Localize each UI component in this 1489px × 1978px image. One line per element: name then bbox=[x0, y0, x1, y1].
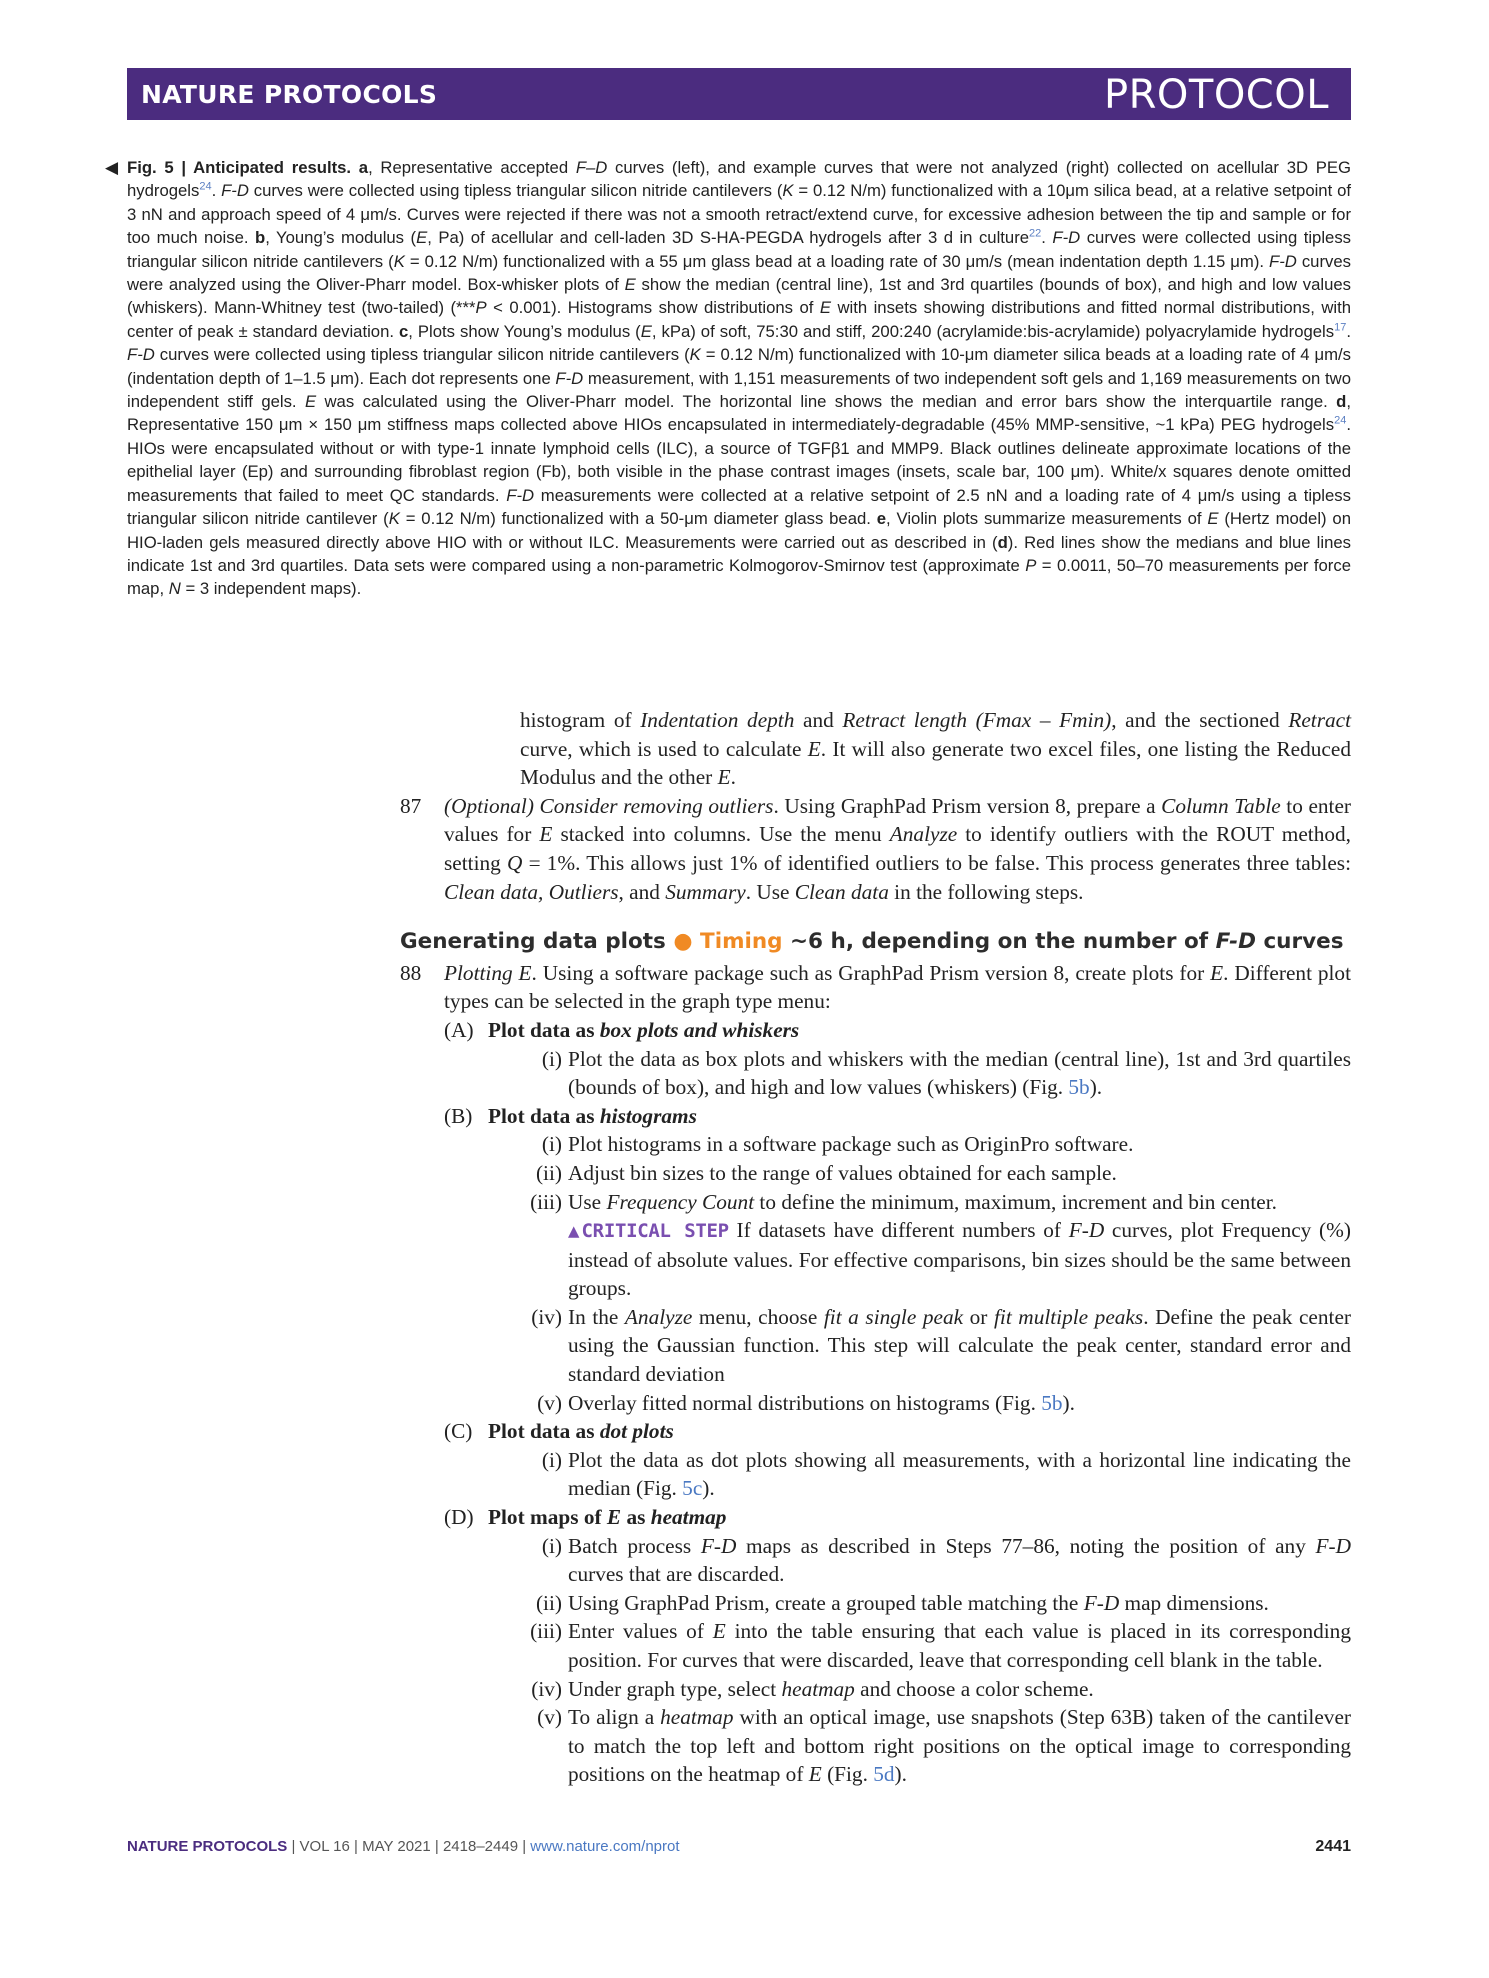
substep-A: (A) Plot data as box plots and whiskers (i) Plot the data as box plots and whiskers with the median (central line), 1st and 3rd quartiles (bounds of box), and high and low values (whiskers) (Fig. 5b). bbox=[444, 1016, 1351, 1102]
timing-label: Timing bbox=[700, 929, 783, 955]
step-number: 87 bbox=[400, 793, 422, 818]
journal-name: NATURE PROTOCOLS bbox=[141, 80, 438, 109]
continued-paragraph: histogram of Indentation depth and Retract length (Fmax – Fmin), and the sectioned Retract curve, which is used to calculate E. It will also generate two excel files, one listing the Reduced Modulus and the other E. bbox=[520, 708, 1351, 790]
reference-link[interactable]: 22 bbox=[1029, 227, 1042, 240]
figure-link[interactable]: 5b bbox=[1068, 1075, 1090, 1100]
back-arrow-icon[interactable]: ◀ bbox=[105, 158, 119, 177]
list-item: (ii) Using GraphPad Prism, create a grouped table matching the F-D map dimensions. bbox=[535, 1590, 1269, 1615]
reference-link[interactable]: 17 bbox=[1334, 321, 1347, 334]
list-item: (i) Plot the data as dot plots showing all measurements, with a horizontal line indicating the median (Fig. 5c). bbox=[541, 1447, 1351, 1501]
timing-dot-icon: ● bbox=[673, 929, 693, 955]
step-88: 88 Plotting E. Using a software package such as GraphPad Prism version 8, create plots for E. Different plot types can be selected in the graph type menu: (A) Plot data as box plots and whiskers (i) Plot the data as box plots and whiskers with the median (central line), 1st and 3rd quartiles (bounds of box), and high and low values (whiskers) (Fig. 5b). (B) Plot data as histograms (i) Plot histograms in a software package such as OriginPro software. (ii) Adjust bin sizes to the range of values obtained for each sample. (iii) Use Frequency Count to define the minimum, maximum, increment and bin center. ▲CRITICAL STEP If datasets have different numbers of F-D curves, plot Frequency (%) instead of absolute values. For effective comparisons, bin sizes should be the same between groups. (iv) In the Analyze menu, choose fit a single peak or fit multiple peaks. Define the peak center using the Gaussian function. This step will calculate the peak center, standard error and standard deviation (v) Overlay fitted normal distributions on histograms (Fig. 5b). (C) Plot data as dot plots (i) Plot the data as dot plots showing all measurements, with a horizontal line indicating the median (Fig. 5c). (D) Plot maps of E as heatmap (i) Batch process F-D maps as described in Steps 77–86, noting the position of any F-D curves that are discarded. (ii) Using GraphPad Prism, create a grouped table matching the F-D map dimensions. (iii) Enter values of E into the table ensuring that each value is placed in its corresponding position. For curves that were discarded, leave that corresponding cell blank in the table. (iv) Under graph type, select heatmap and choose a color scheme. (v) To align a heatmap with an optical image, use snapshots (Step 63B) taken of the cantilever to match the top left and bottom right positions on the optical image to corresponding positions on the heatmap of E (Fig. 5d). bbox=[400, 959, 1351, 1789]
step-number: 88 bbox=[400, 960, 422, 985]
list-item: (v) Overlay fitted normal distributions on histograms (Fig. 5b). bbox=[537, 1390, 1075, 1415]
list-item: (v) To align a heatmap with an optical image, use snapshots (Step 63B) taken of the cantilever to match the top left and bottom right positions on the optical image to corresponding positions on the heatmap of E (Fig. 5d). bbox=[537, 1705, 1351, 1787]
list-item: (iii) Enter values of E into the table ensuring that each value is placed in its corresponding position. For curves that were discarded, leave that corresponding cell blank in the table. bbox=[530, 1619, 1351, 1672]
journal-url-link[interactable]: www.nature.com/nprot bbox=[530, 1838, 680, 1855]
figure-caption: ◀ Fig. 5 | Anticipated results. a, Representative accepted F–D curves (left), and example curves that were not analyzed (right) collected on acellular 3D PEG hydrogels$^{24}$. F-D curves were collected using tipless triangular silicon nitride cantilevers (K = 0.12 N/m) functionalized with a 10μm silica bead, at a relative setpoint of 3 nN and approach speed of 4 μm/s. Curves were rejected if there was not a smooth retract/extend curve, for excessive adhesion between the tip and sample or for too much noise. b, Young’s modulus (E, Pa) of acellular and cell-laden 3D S-HA-PEGDA hydrogels after 3 d in culture$^{22}$. F-D curves were collected using tipless triangular silicon nitride cantilevers (K = 0.12 N/m) functionalized with a 55 μm glass bead at a loading rate of 30 μm/s (mean indentation depth 1.15 μm). F-D curves were analyzed using the Oliver-Pharr model. Box-whisker plots of E show the median (central line), 1st and 3rd quartiles (bounds of box), and high and low values (whiskers). Mann-Whitney test (two-tailed) (***P < 0.001). Histograms show distributions of E with insets showing distributions and fitted normal distributions, with center of peak ± standard deviation. c, Plots show Young’s modulus (E, kPa) of soft, 75:30 and stiff, 200:240 (acrylamide:bis-acrylamide) polyacrylamide hydrogels$^{17}$. F-D curves were collected using tipless triangular silicon nitride cantilevers (K = 0.12 N/m) functionalized with 10-μm diameter silica beads at a loading rate of 4 μm/s (indentation depth of 1–1.5 μm). Each dot represents one F-D measurement, with 1,151 measurements of two independent soft gels and 1,169 measurements on two independent stiff gels. E was calculated using the Oliver-Pharr model. The horizontal line shows the median and error bars show the interquartile range. d, Representative 150 μm × 150 μm stiffness maps collected above HIOs encapsulated in intermediately-degradable (45% MMP-sensitive, ~1 kPa) PEG hydrogels$^{24}$. HIOs were encapsulated without or with type-1 innate lymphoid cells (ILC), a source of TGFβ1 and MMP9. Black outlines delineate approximate locations of the epithelial layer (Ep) and surrounding fibroblast region (Fb), both visible in the phase contrast images (insets, scale bar, 100 μm). White/x squares denote omitted measurements that failed to meet QC standards. F-D measurements were collected at a relative setpoint of 2.5 nN and a loading rate of 4 μm/s using a tipless triangular silicon nitride cantilever (K = 0.12 N/m) functionalized with a 50-μm diameter glass bead. e, Violin plots summarize measurements of E (Hertz model) on HIO-laden gels measured directly above HIO with or without ILC. Measurements were carried out as described in (d). Red lines show the medians and blue lines indicate 1st and 3rd quartiles. Data sets were compared using a non-parametric Kolmogorov-Smirnov test (approximate P = 0.0011, 50–70 measurements per force map, N = 3 independent maps). bbox=[105, 158, 1352, 599]
substep-D: (D) Plot maps of E as heatmap (i) Batch process F-D maps as described in Steps 77–86, noting the position of any F-D curves that are discarded. (ii) Using GraphPad Prism, create a grouped table matching the F-D map dimensions. (iii) Enter values of E into the table ensuring that each value is placed in its corresponding position. For curves that were discarded, leave that corresponding cell blank in the table. (iv) Under graph type, select heatmap and choose a color scheme. (v) To align a heatmap with an optical image, use snapshots (Step 63B) taken of the cantilever to match the top left and bottom right positions on the optical image to corresponding positions on the heatmap of E (Fig. 5d). bbox=[444, 1503, 1351, 1789]
page-footer: NATURE PROTOCOLS | VOL 16 | MAY 2021 | 2418–2449 | www.nature.com/nprot 2441 bbox=[127, 1838, 1351, 1855]
step-87: 87 (Optional) Consider removing outliers. Using GraphPad Prism version 8, prepare a Column Table to enter values for E stacked into columns. Use the menu Analyze to identify outliers with the ROUT method, setting Q = 1%. This allows just 1% of identified outliers to be false. This process generates three tables: Clean data, Outliers, and Summary. Use Clean data in the following steps. bbox=[400, 793, 1352, 904]
list-item: (ii) Adjust bin sizes to the range of values obtained for each sample. bbox=[535, 1160, 1117, 1185]
list-item: (iii) Use Frequency Count to define the minimum, maximum, increment and bin center. ▲CRITICAL STEP If datasets have different numbers of F-D curves, plot Frequency (%) instead of absolute values. For effective comparisons, bin sizes should be the same between groups. bbox=[530, 1189, 1351, 1301]
list-item: (i) Batch process F-D maps as described in Steps 77–86, noting the position of any F-D curves that are discarded. bbox=[541, 1533, 1351, 1587]
list-item: (i) Plot histograms in a software package such as OriginPro software. bbox=[541, 1132, 1134, 1157]
substep-C: (C) Plot data as dot plots (i) Plot the data as dot plots showing all measurements, with a horizontal line indicating the median (Fig. 5c). bbox=[444, 1417, 1351, 1503]
section-heading: Generating data plots ● Timing ~6 h, depending on the number of F-D curves bbox=[400, 929, 1344, 955]
figure-link[interactable]: 5d bbox=[873, 1762, 895, 1787]
footer-journal: NATURE PROTOCOLS bbox=[127, 1838, 288, 1855]
figure-link[interactable]: 5b bbox=[1041, 1390, 1063, 1415]
substep-B: (B) Plot data as histograms (i) Plot histograms in a software package such as OriginPro software. (ii) Adjust bin sizes to the range of values obtained for each sample. (iii) Use Frequency Count to define the minimum, maximum, increment and bin center. ▲CRITICAL STEP If datasets have different numbers of F-D curves, plot Frequency (%) instead of absolute values. For effective comparisons, bin sizes should be the same between groups. (iv) In the Analyze menu, choose fit a single peak or fit multiple peaks. Define the peak center using the Gaussian function. This step will calculate the peak center, standard error and standard deviation (v) Overlay fitted normal distributions on histograms (Fig. 5b). bbox=[444, 1102, 1351, 1418]
article-type: PROTOCOL bbox=[1103, 72, 1329, 118]
page-number: 2441 bbox=[1315, 1838, 1351, 1855]
list-item: (iv) In the Analyze menu, choose fit a single peak or fit multiple peaks. Define the peak center using the Gaussian function. This step will calculate the peak center, standard error and standard deviation bbox=[531, 1304, 1351, 1387]
procedure-body bbox=[400, 706, 1351, 1789]
journal-header-bar bbox=[127, 68, 1351, 120]
critical-step-label: ▲CRITICAL STEP bbox=[568, 1220, 729, 1243]
list-item: (iv) Under graph type, select heatmap and choose a color scheme. bbox=[531, 1676, 1094, 1701]
reference-link[interactable]: 24 bbox=[199, 180, 212, 193]
figure-link[interactable]: 5c bbox=[682, 1476, 703, 1501]
list-item: (i) Plot the data as box plots and whiskers with the median (central line), 1st and 3rd quartiles (bounds of box), and high and low values (whiskers) (Fig. 5b). bbox=[541, 1046, 1351, 1100]
figure-label: Fig. 5 | Anticipated results. bbox=[127, 158, 352, 177]
reference-link[interactable]: 24 bbox=[1334, 414, 1347, 427]
